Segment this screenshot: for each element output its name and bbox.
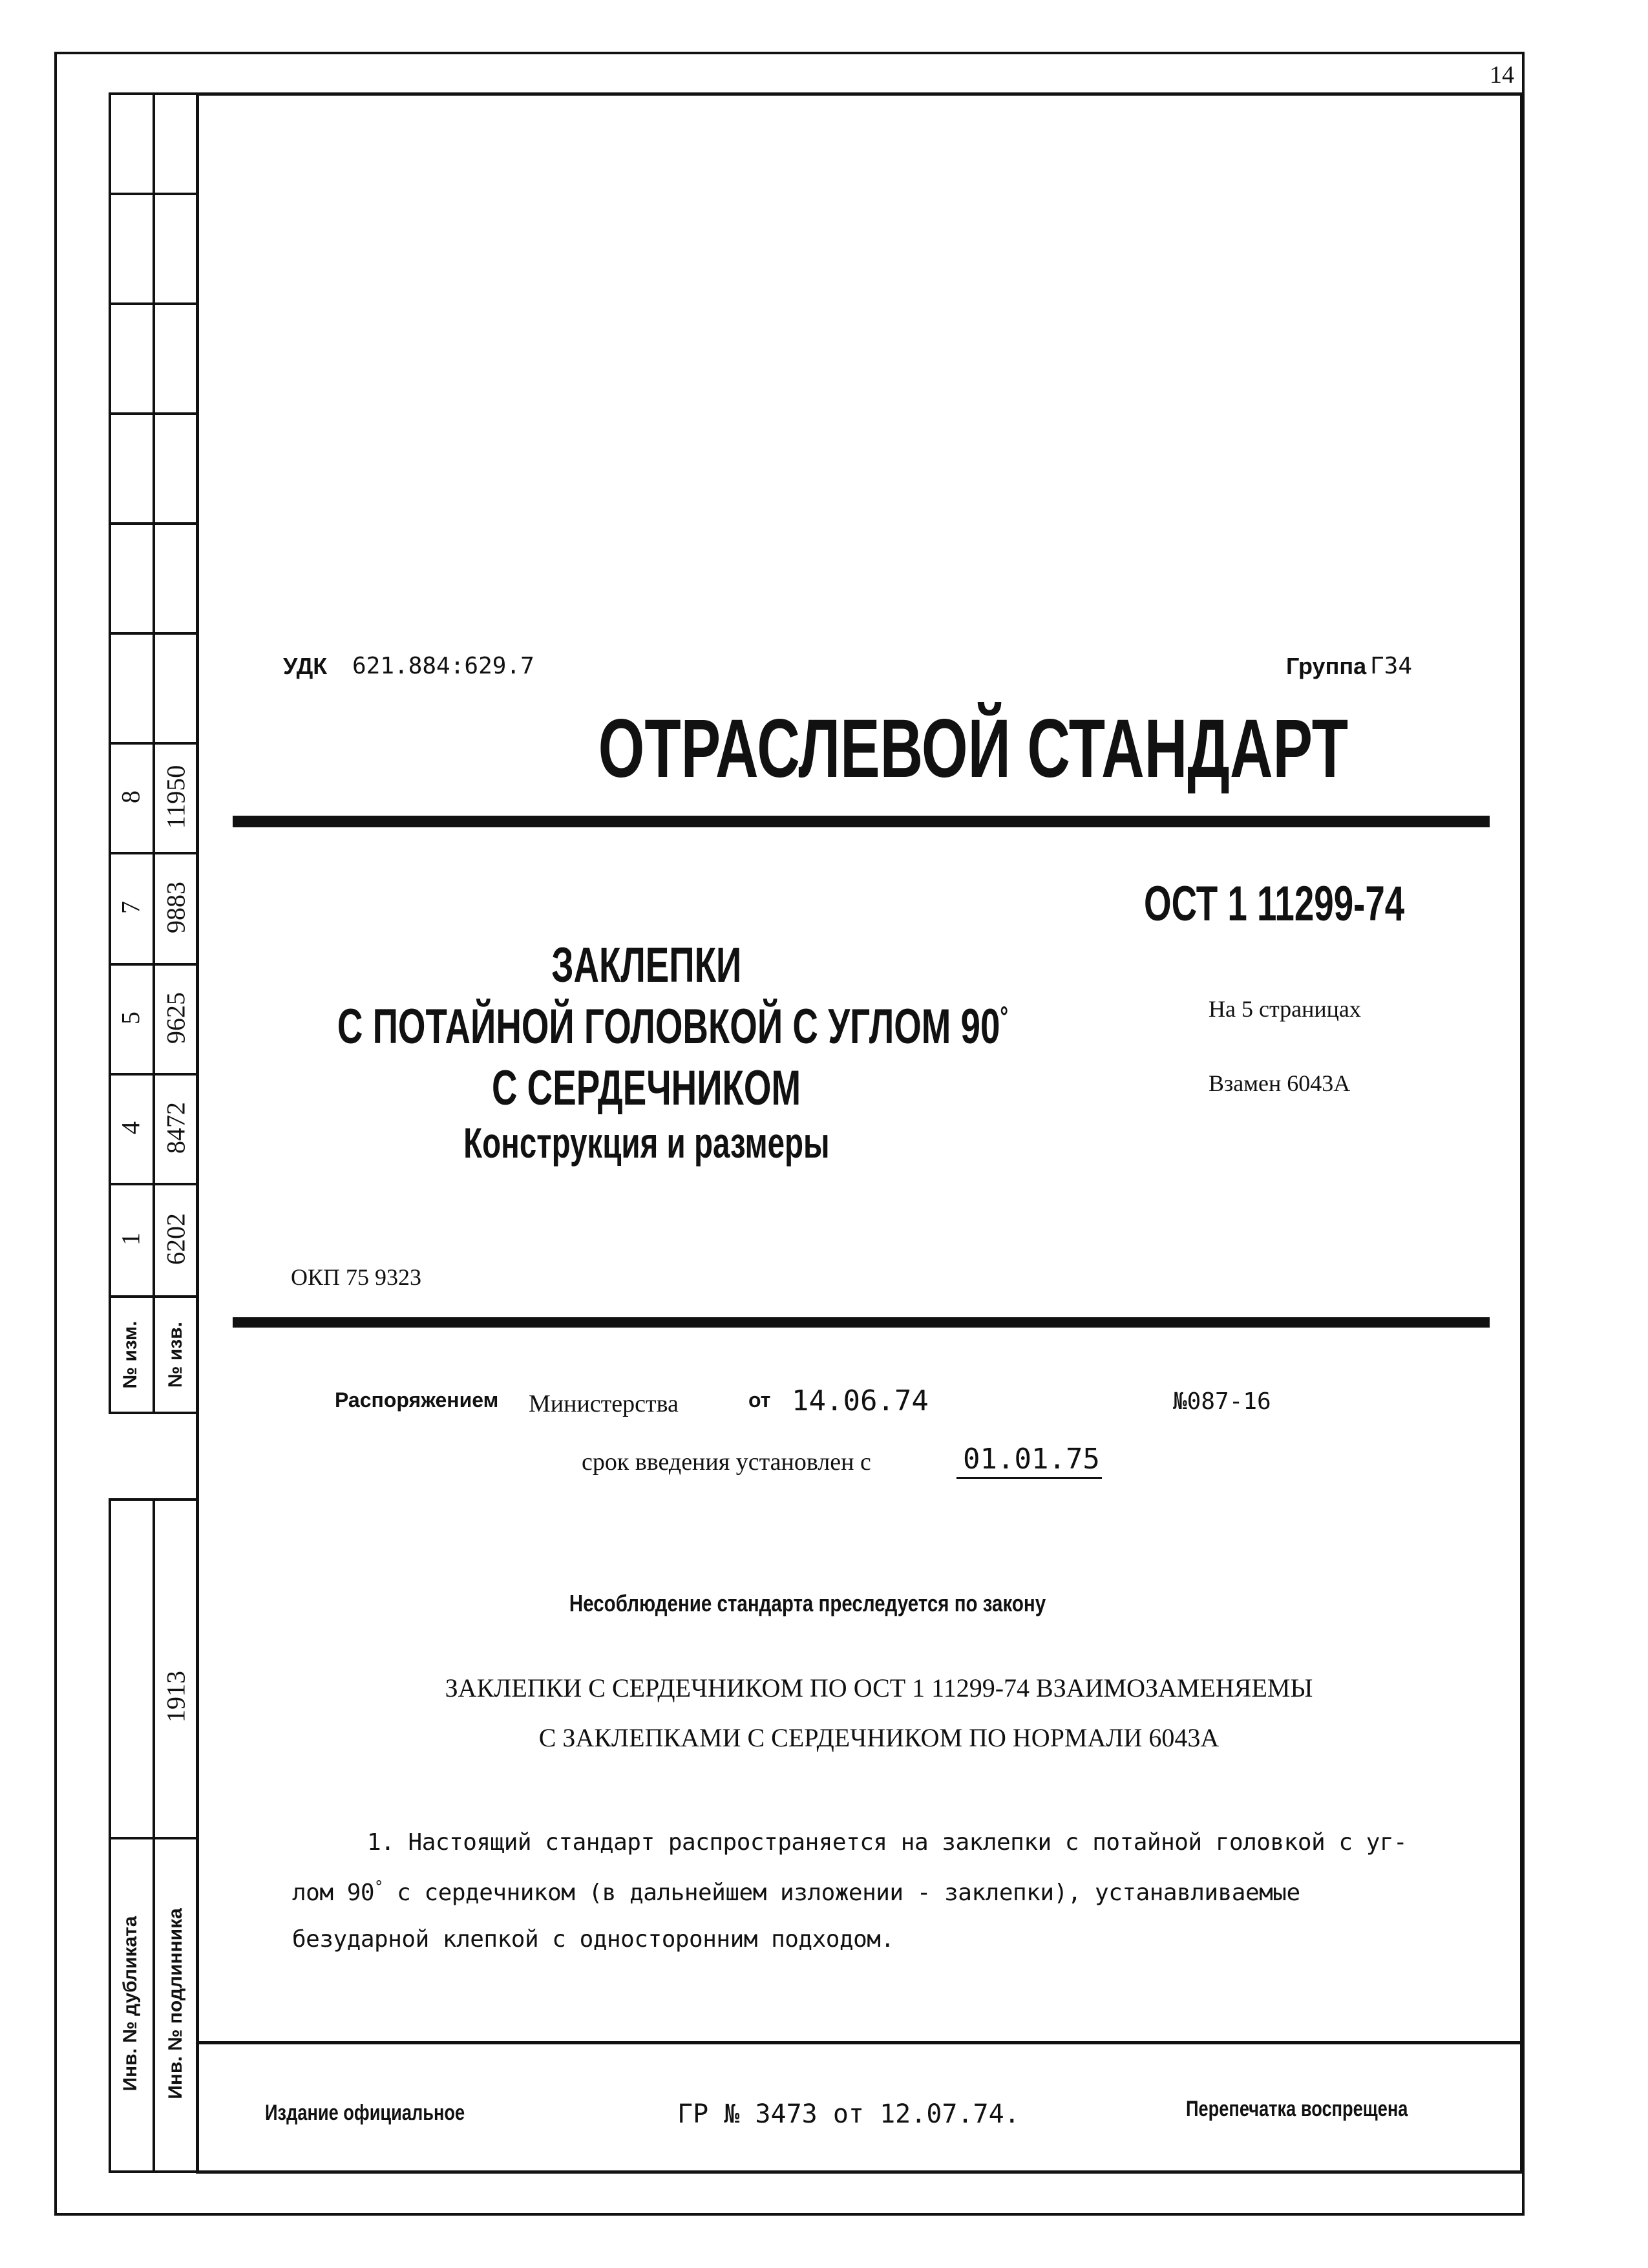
replaces-note: Взамен 6043А <box>1209 1070 1351 1096</box>
ministry-label: Министерства <box>529 1390 679 1417</box>
page-number: 14 <box>1490 61 1514 89</box>
notice-number-9625: 9625 <box>161 992 191 1044</box>
original-inventory-label: Инв. № подлинника <box>165 1908 186 2099</box>
paragraph-1-line-1: 1. Настоящий стандарт распространяется на заклепки с потайной головкой с уг- <box>367 1829 1408 1856</box>
interchange-line-2: С ЗАКЛЕПКАМИ С СЕРДЕЧНИКОМ ПО НОРМАЛИ 6043А <box>538 1723 1220 1752</box>
order-from-label: от <box>748 1388 771 1412</box>
change-number-1: 1 <box>116 1233 145 1245</box>
notice-number-label: № изв. <box>165 1322 186 1388</box>
law-notice: Несоблюдение стандарта преследуется по закону <box>569 1590 1046 1616</box>
reprint-prohibited: Перепечатка воспрещена <box>1186 2097 1408 2121</box>
interchange-line-1: ЗАКЛЕПКИ С СЕРДЕЧНИКОМ ПО ОСТ 1 11299-74 ВЗАИМОЗАМЕНЯЕМЫ <box>445 1673 1313 1702</box>
udk-label: УДК <box>283 653 328 679</box>
paragraph-1-line-2: лом 90° с сердечником (в дальнейшем изложении - заклепки), устанавливаемые <box>292 1878 1300 1906</box>
paragraph-1-line-3: безударной клепкой с односторонним подходом. <box>292 1926 894 1953</box>
footer-divider <box>196 2041 1523 2044</box>
effective-date-underline <box>956 1477 1102 1479</box>
notice-number-8472: 8472 <box>161 1102 191 1154</box>
change-number-4: 4 <box>116 1121 145 1134</box>
standard-code: ОСТ 1 11299-74 <box>1144 876 1405 931</box>
inventory-number: 1913 <box>161 1671 191 1722</box>
notice-number-6202: 6202 <box>161 1213 191 1265</box>
title-line-3: С СЕРДЕЧНИКОМ <box>491 1061 801 1116</box>
change-number-5: 5 <box>116 1012 145 1024</box>
order-number: №087-16 <box>1173 1388 1271 1415</box>
title-line-4: Конструкция и размеры <box>463 1119 830 1167</box>
change-number-8: 8 <box>116 790 145 803</box>
top-rule <box>233 816 1490 827</box>
title-line-2: С ПОТАЙНОЙ ГОЛОВКОЙ С УГЛОМ 90° <box>337 999 1009 1054</box>
group-label: Группа <box>1286 653 1367 679</box>
title-line-1: ЗАКЛЕПКИ <box>551 938 742 993</box>
notice-number-9883: 9883 <box>161 882 191 933</box>
standard-type: ОТРАСЛЕВОЙ СТАНДАРТ <box>598 703 1349 795</box>
udk-value: 621.884:629.7 <box>352 653 534 679</box>
order-label: Распоряжением <box>335 1388 499 1412</box>
effective-date: 01.01.75 <box>963 1443 1100 1476</box>
change-number-7: 7 <box>116 901 145 914</box>
bottom-rule <box>233 1317 1490 1328</box>
notice-number-11950: 11950 <box>161 765 191 829</box>
effective-label: срок введения установлен с <box>582 1448 871 1476</box>
group-value: Г34 <box>1370 653 1413 679</box>
change-number-label: № изм. <box>120 1320 141 1389</box>
order-date: 14.06.74 <box>792 1384 929 1417</box>
okp-code: ОКП 75 9323 <box>291 1264 422 1290</box>
page-count: На 5 страницах <box>1209 996 1361 1022</box>
official-edition: Издание официальное <box>265 2101 465 2125</box>
registration-number: ГР № 3473 от 12.07.74. <box>677 2099 1020 2129</box>
duplicate-inventory-label: Инв. № дубликата <box>120 1916 141 2092</box>
